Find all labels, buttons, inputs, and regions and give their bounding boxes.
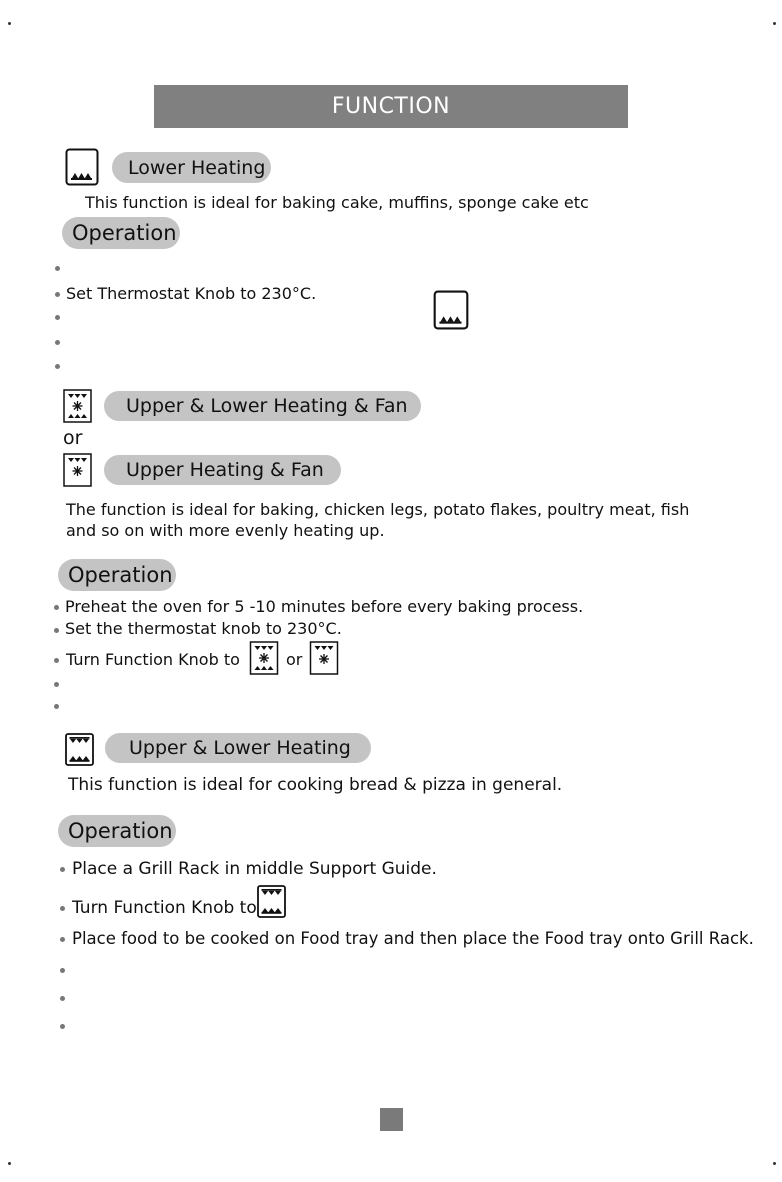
upper-lower-fan-icon [249,641,279,675]
function-label-upper-fan: Upper Heating & Fan [104,455,341,485]
fan-description-line1: The function is ideal for baking, chicken legs, potato flakes, poultry meat, fish [66,500,690,519]
upper-lower-fan-icon [63,389,92,423]
corner-mark [773,22,776,25]
bullet [54,658,59,663]
function-label-upper-lower-heating: Upper & Lower Heating [105,733,371,763]
bullet [55,340,60,345]
bullet [54,628,59,633]
upper-lower-step-turn-knob: Turn Function Knob to [72,898,257,918]
bullet [55,266,60,271]
corner-mark [8,22,11,25]
lower-heating-description: This function is ideal for baking cake, muffins, sponge cake etc [85,193,589,212]
bullet [54,605,59,610]
bullet [60,867,65,872]
corner-mark [773,1162,776,1165]
lower-heating-icon [433,290,469,330]
upper-fan-icon [309,641,339,675]
bullet [55,315,60,320]
lower-heating-icon [65,148,99,186]
bullet [54,682,59,687]
upper-lower-description: This function is ideal for cooking bread & pizza in general. [68,775,563,795]
page-title: FUNCTION [154,85,628,128]
upper-lower-step-food-tray: Place food to be cooked on Food tray and then place the Food tray onto Grill Rack. [72,929,754,948]
bullet [60,968,65,973]
bullet [60,937,65,942]
upper-lower-step-rack: Place a Grill Rack in middle Support Guide. [72,859,437,879]
operation-heading: Operation [58,815,176,847]
fan-step-or: or [286,650,303,669]
operation-heading: Operation [62,217,180,249]
bullet [55,292,60,297]
upper-lower-heating-icon [65,733,94,766]
corner-mark [8,1162,11,1165]
operation-heading: Operation [58,559,176,591]
bullet [54,704,59,709]
upper-lower-heating-icon [257,885,286,918]
bullet [55,364,60,369]
fan-description-line2: and so on with more evenly heating up. [66,521,385,540]
bullet [60,1024,65,1029]
or-text: or [63,427,83,449]
page-number-marker [380,1108,403,1131]
upper-fan-icon [63,453,92,487]
lower-step-thermostat: Set Thermostat Knob to 230°C. [66,284,317,303]
bullet [60,906,65,911]
bullet [60,996,65,1001]
function-label-upper-lower-fan: Upper & Lower Heating & Fan [104,391,421,421]
fan-step-thermostat: Set the thermostat knob to 230°C. [65,619,342,638]
fan-step-preheat: Preheat the oven for 5 -10 minutes before every baking process. [65,597,584,616]
fan-step-turn-knob: Turn Function Knob to [66,650,240,669]
function-label-lower-heating: Lower Heating [112,152,271,183]
